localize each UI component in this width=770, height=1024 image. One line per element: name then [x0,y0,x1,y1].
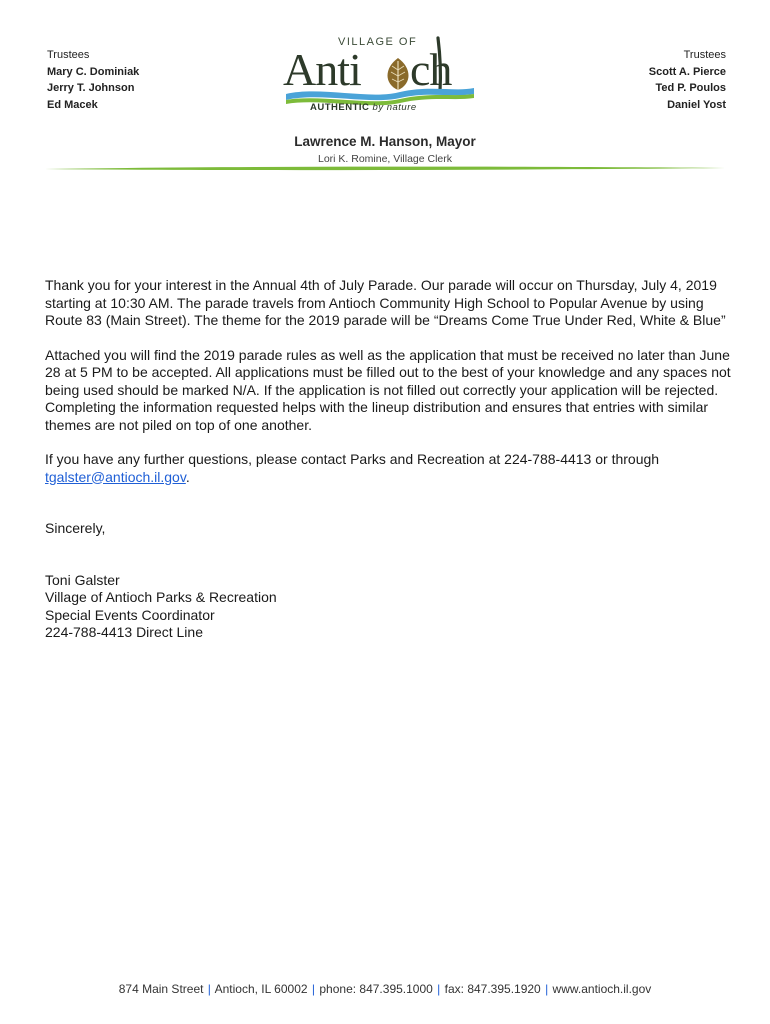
trustee-name: Ted P. Poulos [655,82,726,94]
footer-separator: | [311,982,316,996]
footer-fax: fax: 847.395.1920 [444,982,541,996]
footer-website[interactable]: www.antioch.il.gov [552,982,652,996]
signature-block [45,572,735,642]
letter-body [45,277,735,642]
trustees-left [47,47,139,113]
logo-name-part1: Anti [283,44,361,95]
mayor-name: Lawrence M. Hanson, Mayor [294,134,476,149]
closing: Sincerely, [45,520,106,536]
footer [0,982,770,996]
clerk-name: Lori K. Romine, Village Clerk [317,153,453,165]
logo-tagline-script: by nature [372,102,417,113]
logo-village-of: VILLAGE OF [338,36,418,48]
trustee-name: Mary C. Dominiak [47,65,140,78]
letter-paragraph: Thank you for your interest in the Annual 4th of July Parade. Our parade will occur on Thursday, July 4, 2019 starting at 10:30 AM. The parade travels from Antioch Community High School to Popular Avenue by using Route 83 (Main Street). The theme for the 2019 parade will be “Dreams Come True Under Red, White & Blue” [45,277,726,328]
footer-separator: | [545,982,549,996]
trustee-name: Ed Macek [47,98,98,111]
signature-org: Village of Antioch Parks & Recreation [45,589,277,605]
footer-separator: | [437,982,441,996]
spacer [45,503,735,520]
trustee-name: Scott A. Pierce [648,65,726,78]
signature-phone: 224-788-4413 Direct Line [45,624,203,640]
logo-name-part2: ch [410,44,452,95]
footer-city: Antioch, IL 60002 [214,982,308,996]
spacer [45,555,735,572]
footer-phone: phone: 847.395.1000 [319,982,433,996]
trustees-right [649,47,726,113]
logo-tagline-caps: AUTHENTIC [310,102,370,113]
logo-tagline [310,102,417,113]
trustees-right-heading: Trustees [683,49,726,61]
header-divider [45,163,725,173]
leaf-icon [388,58,409,90]
letter-paragraph: Attached you will find the 2019 parade rules as well as the application that must be received no later than June 28 at 5 PM to be accepted. All applications must be filled out to the best of your knowledge and any spaces not being used should be marked N/A. If the application is not filled out correctly your application will be rejected. Completing the information requested helps with the lineup distribution and ensures that entries with similar themes are not piled on top of one another. [45,346,731,433]
signature-title: Special Events Coordinator [45,606,215,623]
email-link[interactable]: tgalster@antioch.il.gov [45,468,186,485]
contact-text: If you have any further questions, please contact Parks and Recreation at 224-788-4413 or through [45,451,660,467]
trustee-name: Jerry T. Johnson [47,82,135,94]
letter-paragraph [45,451,735,486]
trustees-left-heading: Trustees [47,49,90,61]
footer-address: 874 Main Street [118,982,204,996]
footer-separator: | [207,982,211,996]
village-logo [280,34,480,120]
signature-name: Toni Galster [45,571,120,588]
contact-text-end: . [185,468,190,485]
trustee-name: Daniel Yost [667,98,726,111]
